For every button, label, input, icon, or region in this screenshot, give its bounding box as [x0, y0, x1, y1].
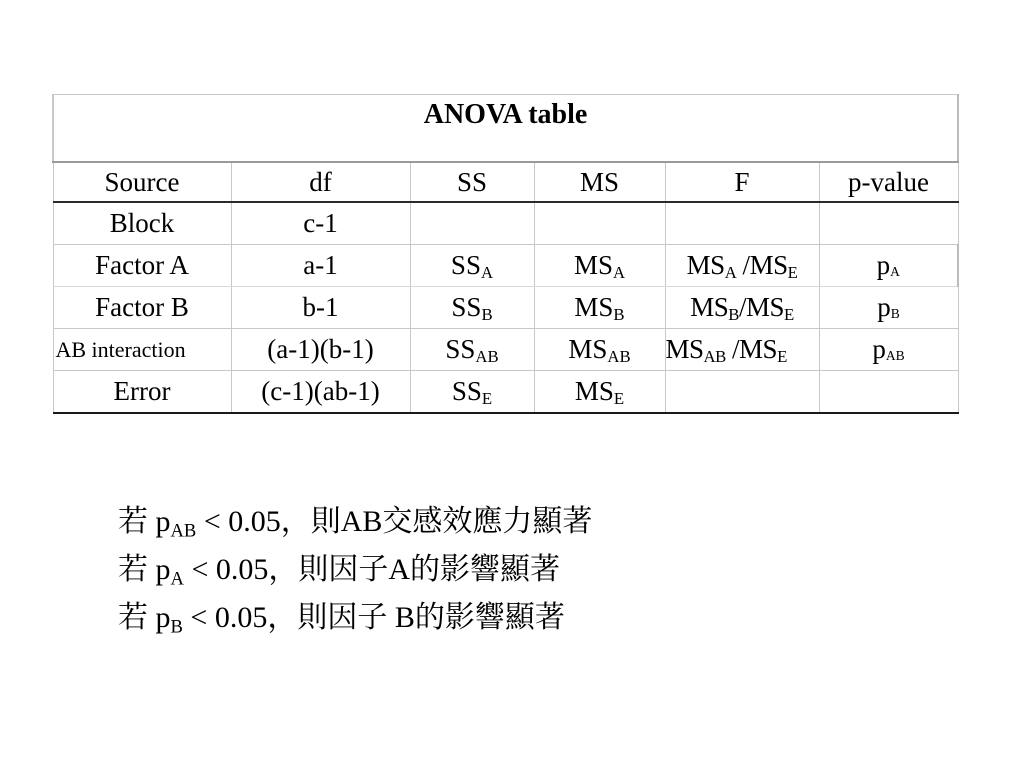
table-title-row: [53, 95, 958, 163]
ms-sub: B: [613, 305, 625, 325]
p-value-cell: [819, 245, 958, 287]
p-sub: A: [890, 264, 900, 280]
ms-sub: A: [612, 263, 626, 283]
table-header-row: [53, 162, 958, 202]
ss-cell: [410, 371, 534, 414]
f-numerator-sub: AB: [703, 347, 726, 367]
interpretation-notes: [118, 498, 592, 642]
table-row: [53, 245, 958, 287]
note-suffix: < 0.05，則AB交感效應力顯著: [196, 505, 593, 538]
ss-cell: [410, 287, 534, 329]
df-cell: (a-1)(b-1): [231, 329, 410, 371]
source-cell: AB interaction: [53, 329, 231, 371]
p-value-cell: [819, 371, 958, 414]
note-prefix: 若 p: [118, 601, 171, 634]
df-cell: b-1: [231, 287, 410, 329]
f-denominator-sub: E: [787, 263, 798, 283]
f-numerator-sub: A: [724, 263, 737, 283]
df-cell: c-1: [231, 202, 410, 245]
source-cell: Error: [53, 371, 231, 414]
ss-sub: A: [480, 263, 494, 283]
f-denominator: MS: [749, 250, 788, 280]
p-value-cell: [819, 287, 958, 329]
ms-cell: [534, 202, 665, 245]
ss-cell: [410, 202, 534, 245]
note-suffix: < 0.05，則因子A的影響顯著: [183, 553, 561, 586]
ms-base: MS: [568, 334, 608, 364]
note-sub: B: [170, 616, 183, 638]
source-cell: Factor A: [53, 245, 231, 287]
df-cell: a-1: [231, 245, 410, 287]
p-base: p: [876, 250, 891, 280]
ss-base: SS: [450, 250, 481, 280]
note-line: [118, 594, 592, 642]
f-numerator: MS: [686, 250, 725, 280]
source-cell: Factor B: [53, 287, 231, 329]
f-denominator-sub: E: [784, 305, 794, 325]
note-suffix: < 0.05，則因子 B的影響顯著: [182, 601, 565, 634]
ms-sub: E: [613, 389, 625, 409]
f-separator: /: [738, 292, 746, 322]
table-row: [53, 329, 958, 371]
source-cell: Block: [53, 202, 231, 245]
ms-cell: [534, 287, 665, 329]
note-line: [118, 498, 592, 546]
f-cell: [665, 371, 819, 414]
header-source: Source: [53, 162, 231, 202]
table-title: ANOVA table: [53, 95, 958, 163]
anova-table: [52, 94, 959, 414]
f-denominator: MS: [739, 334, 778, 364]
note-prefix: 若 p: [118, 505, 171, 538]
ms-cell: [534, 329, 665, 371]
header-f: F: [665, 162, 819, 202]
header-df: df: [231, 162, 410, 202]
f-cell: [665, 245, 819, 287]
f-cell: [665, 202, 819, 245]
ms-base: MS: [574, 292, 614, 322]
ms-cell: [534, 245, 665, 287]
ms-base: MS: [573, 250, 613, 280]
f-numerator: MS: [665, 334, 704, 364]
header-ms: MS: [534, 162, 665, 202]
df-cell: (c-1)(ab-1): [231, 371, 410, 414]
ss-cell: [410, 329, 534, 371]
p-value-cell: [819, 329, 958, 371]
f-numerator: MS: [690, 292, 729, 322]
ss-cell: [410, 245, 534, 287]
table-row: [53, 202, 958, 245]
f-cell: [665, 329, 819, 371]
note-sub: AB: [170, 520, 197, 542]
table-row: [53, 371, 958, 414]
ss-base: SS: [445, 334, 476, 364]
header-ss: SS: [410, 162, 534, 202]
note-sub: A: [170, 568, 184, 590]
f-denominator-sub: E: [777, 347, 787, 367]
table-row: [53, 287, 958, 329]
ms-sub: AB: [607, 347, 631, 367]
header-p-value: p-value: [819, 162, 958, 202]
note-prefix: 若 p: [118, 553, 171, 586]
f-denominator: MS: [745, 292, 784, 322]
note-line: [118, 546, 592, 594]
f-cell: [665, 287, 819, 329]
p-base: p: [877, 292, 891, 322]
p-base: p: [872, 334, 886, 364]
f-separator: /: [725, 334, 740, 364]
p-sub: AB: [885, 348, 905, 364]
f-separator: /: [736, 250, 750, 280]
f-numerator-sub: B: [728, 305, 739, 325]
ss-sub: E: [481, 389, 493, 409]
ms-base: MS: [574, 376, 614, 406]
ss-base: SS: [451, 292, 482, 322]
p-sub: B: [890, 306, 900, 322]
ss-base: SS: [451, 376, 482, 406]
p-value-cell: [819, 202, 958, 245]
ms-cell: [534, 371, 665, 414]
ss-sub: B: [481, 305, 493, 325]
ss-sub: AB: [475, 347, 499, 367]
